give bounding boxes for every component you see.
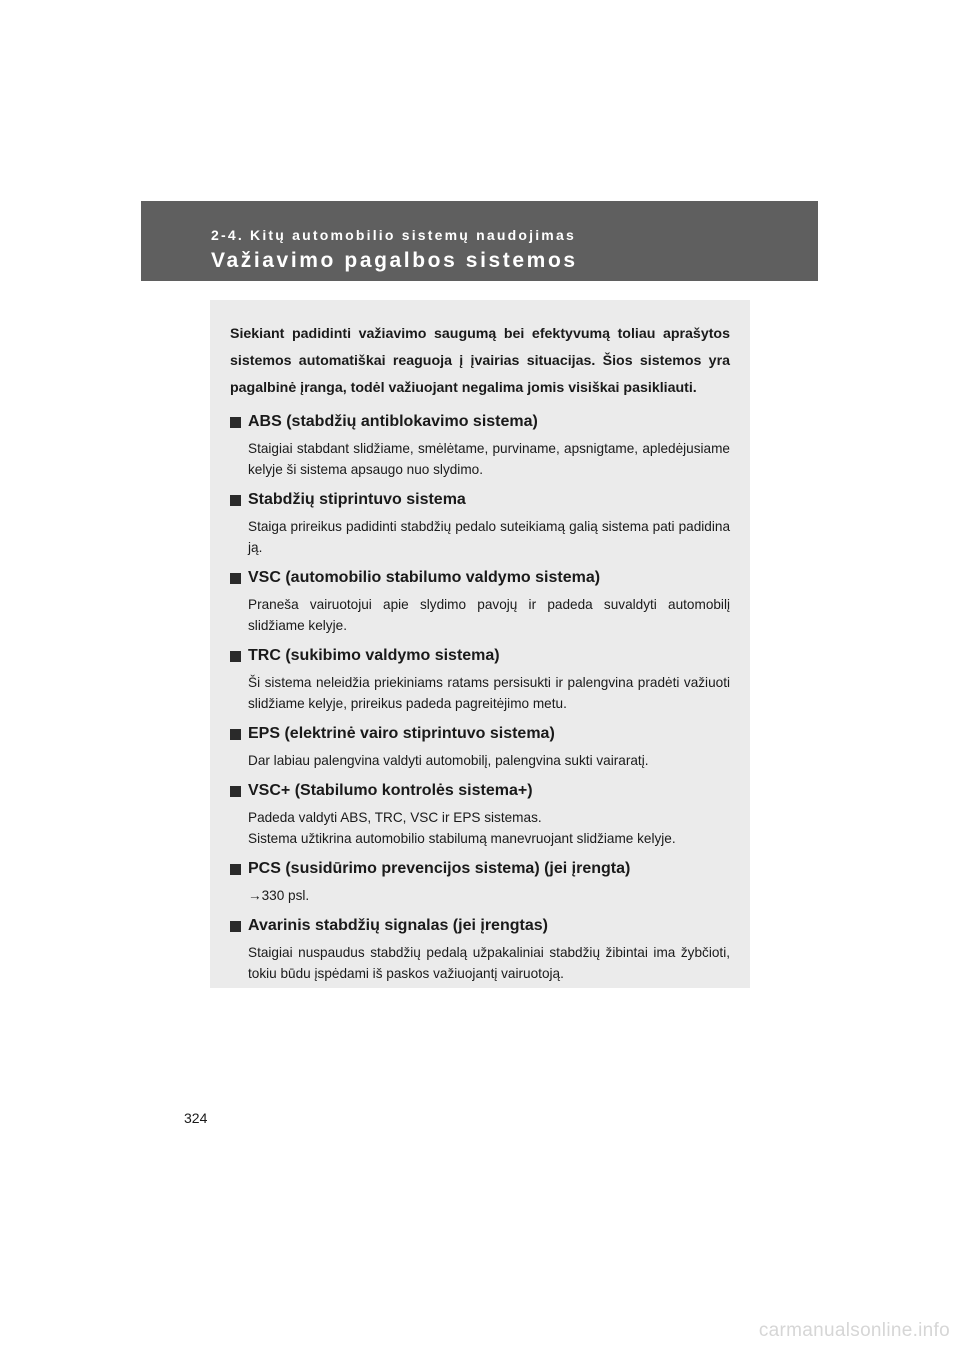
list-item	[230, 914, 730, 984]
entry-description	[248, 438, 730, 480]
entry-description-line: Padeda valdyti ABS, TRC, VSC ir EPS sistemas.	[248, 810, 542, 825]
entry-title-text: Stabdžių stiprintuvo sistema	[248, 491, 466, 508]
list-item	[230, 566, 730, 636]
square-bullet-icon	[230, 729, 241, 740]
entry-title-text: ABS (stabdžių antiblokavimo sistema)	[248, 413, 538, 430]
entry-title	[230, 410, 730, 434]
entry-title-text: PCS (susidūrimo prevencijos sistema) (jei įrengta)	[248, 860, 631, 877]
list-item	[230, 857, 730, 906]
square-bullet-icon	[230, 786, 241, 797]
entry-description	[248, 807, 730, 849]
entry-description	[248, 516, 730, 558]
entry-description-line: Ši sistema neleidžia priekiniams ratams persisukti ir palengvina pradėti važiuoti slidžiame kelyje, prireikus padeda pagreitėjimo metu.	[248, 675, 730, 711]
section-header-band	[141, 201, 818, 281]
entry-title-text: Avarinis stabdžių signalas (jei įrengtas)	[248, 917, 548, 934]
square-bullet-icon	[230, 573, 241, 584]
entry-description	[248, 885, 730, 906]
entry-description	[248, 942, 730, 984]
entry-description-line: Dar labiau palengvina valdyti automobilį, palengvina sukti vairaratį.	[248, 753, 649, 768]
entry-title-text: EPS (elektrinė vairo stiprintuvo sistema)	[248, 725, 555, 742]
list-item	[230, 644, 730, 714]
entry-title-text: TRC (sukibimo valdymo sistema)	[248, 647, 500, 664]
list-item	[230, 410, 730, 480]
entry-title	[230, 488, 730, 512]
content-box	[210, 300, 750, 988]
square-bullet-icon	[230, 921, 241, 932]
entry-title	[230, 566, 730, 590]
entry-title-text: VSC (automobilio stabilumo valdymo sistema)	[248, 569, 601, 586]
entry-title	[230, 722, 730, 746]
entry-title	[230, 644, 730, 668]
entry-description-line: Staigiai nuspaudus stabdžių pedalą užpakaliniai stabdžių žibintai ima žybčioti, tokiu būdu įspėdami iš paskos važiuojantį vairuotoją.	[248, 945, 730, 981]
list-item	[230, 779, 730, 849]
entry-description	[248, 672, 730, 714]
square-bullet-icon	[230, 417, 241, 428]
entry-description	[248, 594, 730, 636]
square-bullet-icon	[230, 495, 241, 506]
entry-title	[230, 779, 730, 803]
watermark: carmanualsonline.info	[758, 1320, 950, 1341]
entry-title	[230, 857, 730, 881]
page-number: 324	[184, 1110, 208, 1126]
entry-description	[248, 750, 730, 771]
entry-description-line: Sistema užtikrina automobilio stabilumą manevruojant slidžiame kelyje.	[248, 831, 676, 846]
square-bullet-icon	[230, 864, 241, 875]
intro-paragraph: Siekiant padidinti važiavimo saugumą bei efektyvumą toliau aprašytos sistemos automatiškai reaguoja į įvairias situacijas. Šios sistemos yra pagalbinė įranga, todėl važiuojant negalima jomis visiškai pasikliauti.	[230, 326, 730, 396]
entry-title	[230, 914, 730, 938]
entry-description-line: Staiga prireikus padidinti stabdžių pedalo suteikiamą galią sistema pati padidina ją.	[248, 519, 730, 555]
section-label: 2-4. Kitų automobilio sistemų naudojimas	[211, 227, 576, 243]
list-item	[230, 488, 730, 558]
entry-title-text: VSC+ (Stabilumo kontrolės sistema+)	[248, 782, 533, 799]
entry-description-line: Staigiai stabdant slidžiame, smėlėtame, purviname, apsnigtame, apledėjusiame kelyje ši sistema apsaugo nuo slydimo.	[248, 441, 730, 477]
systems-list	[230, 410, 730, 984]
entry-description-line: →330 psl.	[248, 888, 310, 903]
list-item	[230, 722, 730, 771]
entry-description-line: Praneša vairuotojui apie slydimo pavojų ir padeda suvaldyti automobilį slidžiame kelyje.	[248, 597, 730, 633]
page-title: Važiavimo pagalbos sistemos	[211, 249, 578, 272]
square-bullet-icon	[230, 651, 241, 662]
